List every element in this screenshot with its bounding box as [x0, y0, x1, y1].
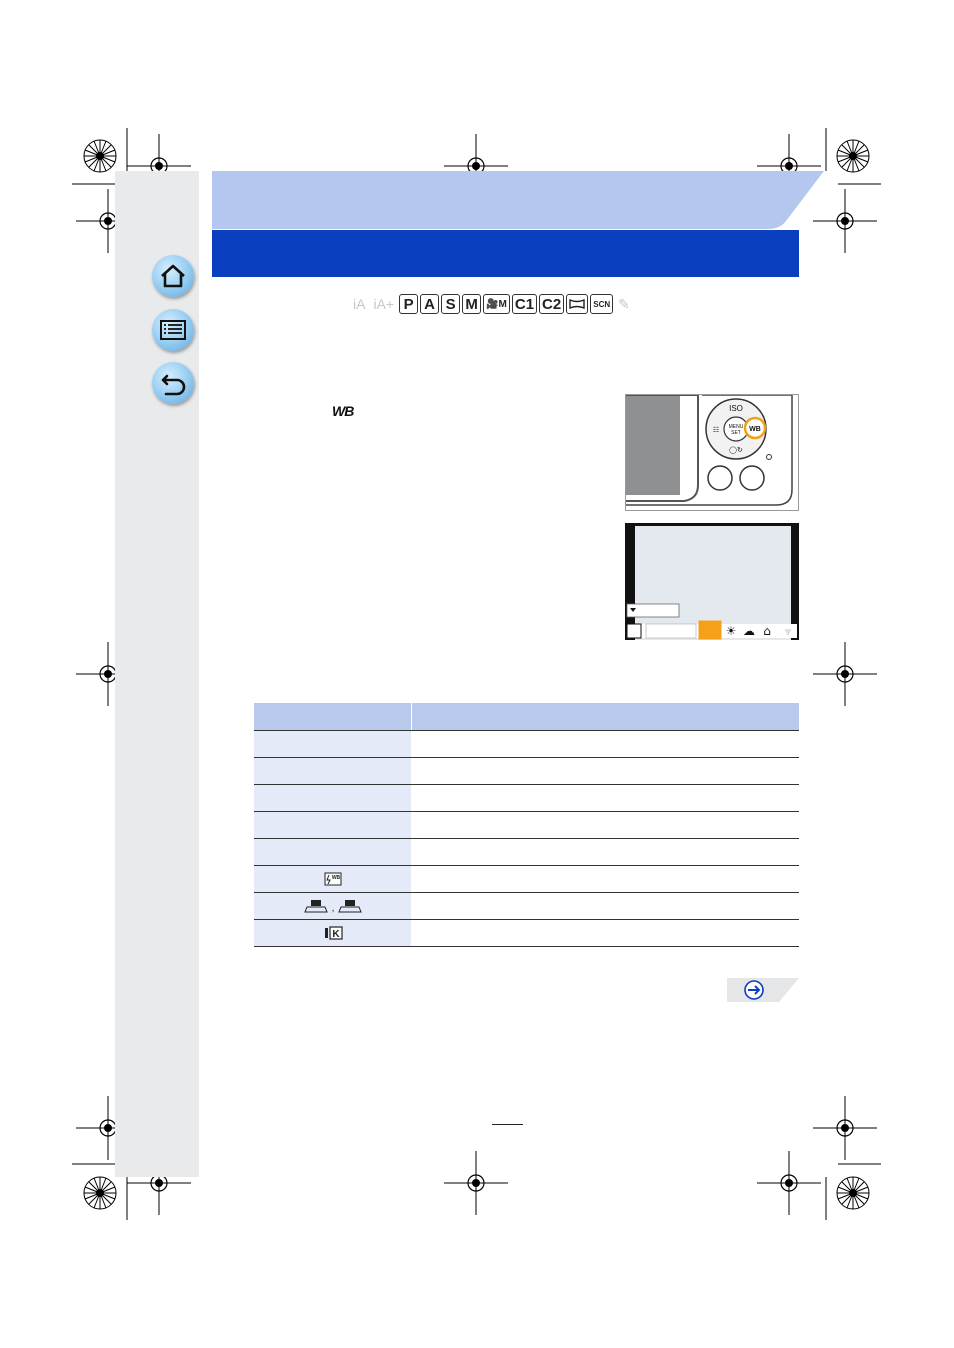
return-icon	[152, 362, 194, 404]
table-cell	[412, 812, 800, 839]
table-cell	[254, 785, 412, 812]
table-row	[254, 893, 799, 920]
svg-text:K: K	[331, 928, 340, 940]
table-cell	[254, 758, 412, 785]
home-button[interactable]	[152, 255, 194, 297]
svg-text:◯↻: ◯↻	[729, 447, 743, 454]
mode-s-icon: S	[441, 294, 460, 314]
mode-c2-icon: C2	[539, 294, 564, 314]
svg-text:▼: ▼	[784, 628, 792, 638]
intelligent-auto-icon: iA	[353, 296, 366, 312]
table-cell	[254, 731, 412, 758]
svg-text:MENU: MENU	[728, 424, 744, 430]
mode-a-icon: A	[420, 294, 439, 314]
table-cell	[254, 866, 412, 893]
color-temperature-icon	[323, 926, 343, 940]
intelligent-auto-plus-icon: iA+	[373, 296, 395, 312]
table-cell	[254, 812, 412, 839]
white-balance-table	[254, 703, 799, 947]
table-row	[254, 758, 799, 785]
mode-c1-icon: C1	[512, 294, 537, 314]
table-cell	[254, 920, 412, 947]
contents-button[interactable]	[152, 309, 194, 351]
camera-illustration	[625, 394, 799, 511]
table-cell	[412, 839, 800, 866]
table-header	[254, 703, 799, 731]
next-page-button[interactable]	[727, 978, 799, 1002]
flash-wb-icon	[324, 872, 342, 886]
svg-text:WB: WB	[331, 874, 340, 881]
svg-text:⌂: ⌂	[763, 624, 771, 638]
table-header-cell	[412, 703, 800, 731]
svg-text:ISO: ISO	[729, 404, 743, 413]
table-cell	[412, 731, 800, 758]
svg-text:☀: ☀	[725, 624, 737, 638]
table-header-cell	[254, 703, 412, 731]
mode-m-icon: M	[462, 294, 481, 314]
svg-text:WB: WB	[749, 426, 761, 433]
table-row	[254, 812, 799, 839]
white-balance-screen-illustration	[625, 523, 799, 640]
page-number-line	[492, 1124, 523, 1125]
table-cell	[254, 893, 412, 920]
back-button[interactable]	[152, 362, 194, 404]
svg-text:☁: ☁	[743, 624, 755, 638]
table-cell	[412, 866, 800, 893]
home-icon	[152, 255, 194, 297]
creative-video-icon: 🎥M	[483, 294, 510, 314]
panorama-icon	[566, 294, 588, 314]
table-row	[254, 866, 799, 893]
table-cell	[412, 758, 800, 785]
header-band-light	[212, 171, 824, 229]
mode-p-icon: P	[399, 294, 418, 314]
table-row	[254, 920, 799, 947]
list-icon	[152, 309, 194, 351]
table-row	[254, 731, 799, 758]
creative-control-icon: ✎	[618, 295, 630, 312]
white-set-icon	[303, 898, 363, 914]
table-row	[254, 785, 799, 812]
table-cell	[412, 893, 800, 920]
recording-mode-icons	[350, 293, 633, 315]
svg-text:SET: SET	[731, 430, 741, 436]
table-cell	[412, 920, 800, 947]
table-cell	[254, 839, 412, 866]
scene-guide-icon: SCN	[590, 294, 613, 314]
header-band	[212, 230, 799, 277]
table-row	[254, 839, 799, 866]
wb-button-label: WB	[332, 403, 354, 419]
svg-text:,: ,	[331, 902, 334, 914]
table-cell	[412, 785, 800, 812]
svg-text:☷: ☷	[712, 427, 720, 434]
